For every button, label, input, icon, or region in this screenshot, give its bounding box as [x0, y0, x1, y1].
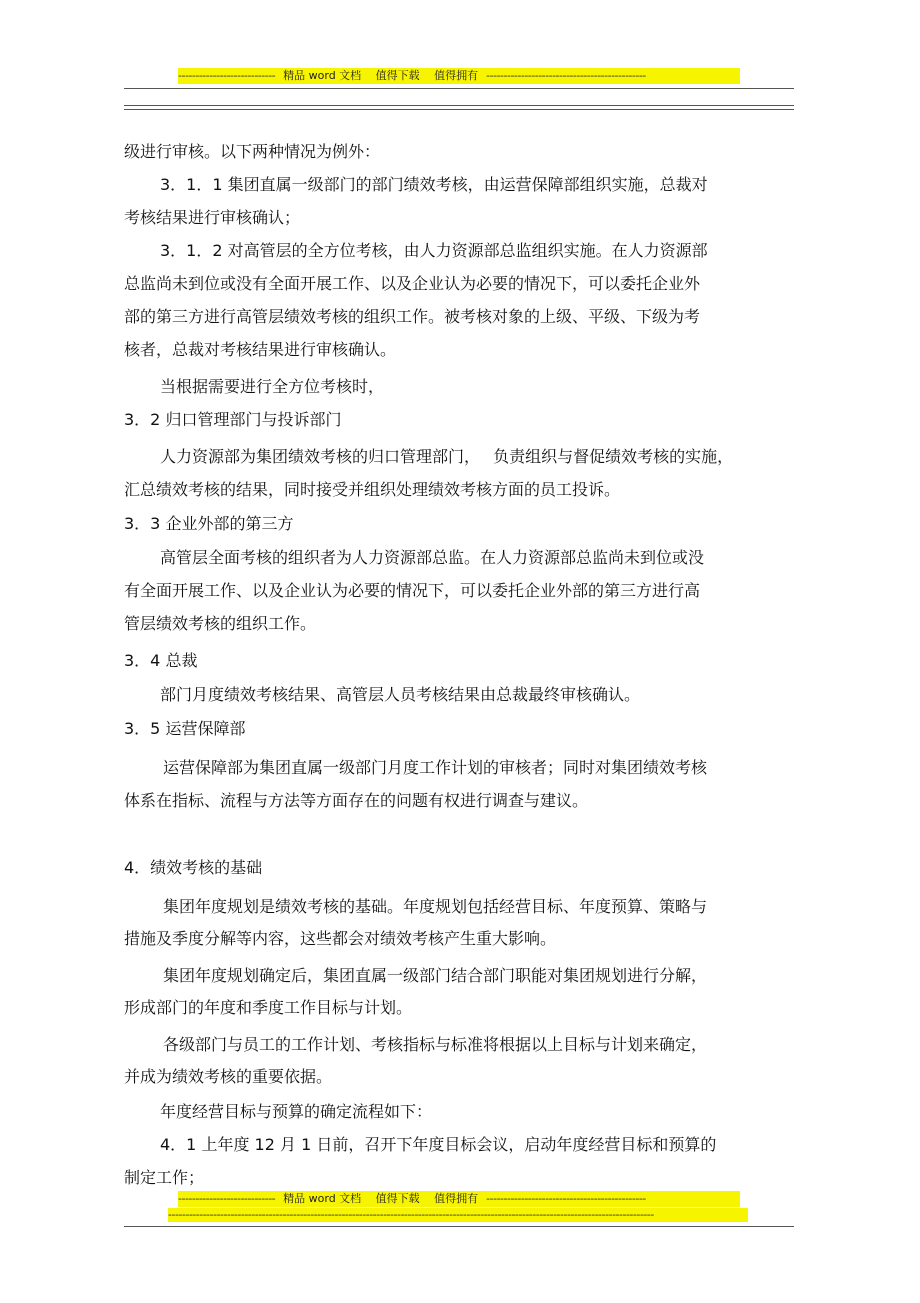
footer-banner [178, 1191, 740, 1207]
body-line: 部的第三方进行高管层绩效考核的组织工作。被考核对象的上级、平级、下级为考 [124, 307, 701, 326]
body-line: 管层绩效考核的组织工作。 [124, 614, 317, 633]
body-line: 3．1．1 集团直属一级部门的部门绩效考核，由运营保障部组织实施，总裁对 [160, 175, 708, 194]
body-line: 运营保障部为集团直属一级部门月度工作计划的审核者；同时对集团绩效考核 [163, 758, 708, 777]
body-line: 并成为绩效考核的重要依据。 [124, 1067, 333, 1086]
footer-rule [124, 1226, 794, 1227]
body-line: 当根据需要进行全方位考核时， [160, 377, 385, 396]
body-line: 汇总绩效考核的结果，同时接受并组织处理绩效考核方面的员工投诉。 [124, 480, 621, 499]
body-line: 级进行审核。以下两种情况为例外： [124, 142, 381, 161]
header-left-dashes: ---------------------------- [178, 69, 276, 82]
header-rule-bottom [124, 109, 794, 110]
footer-banner-text: 精品 word 文档 值得下载 值得拥有 [283, 1192, 479, 1205]
header-banner [178, 68, 740, 84]
body-line: 形成部门的年度和季度工作目标与计划。 [124, 998, 413, 1017]
footer-second-dashes: -------------------------------------------------------------------------------------------------------------------------------------------- [168, 1208, 654, 1221]
body-line: 3．1．2 对高管层的全方位考核，由人力资源部总监组织实施。在人力资源部 [160, 241, 708, 260]
body-line: 部门月度绩效考核结果、高管层人员考核结果由总裁最终审核确认。 [160, 685, 641, 704]
section-heading: 4．绩效考核的基础 [124, 858, 263, 877]
header-banner-text: 精品 word 文档 值得下载 值得拥有 [283, 69, 479, 82]
body-line: 有全面开展工作、以及企业认为必要的情况下，可以委托企业外部的第三方进行高 [124, 581, 701, 600]
body-line: 人力资源部为集团绩效考核的归口管理部门， 负责组织与督促绩效考核的实施， [160, 447, 734, 466]
body-line: 高管层全面考核的组织者为人力资源部总监。在人力资源部总监尚未到位或没 [160, 548, 705, 567]
body-line: 各级部门与员工的工作计划、考核指标与标准将根据以上目标与计划来确定， [163, 1035, 708, 1054]
footer-left-dashes: ---------------------------- [178, 1192, 276, 1205]
body-line: 集团年度规划是绩效考核的基础。年度规划包括经营目标、年度预算、策略与 [163, 897, 708, 916]
body-line: 集团年度规划确定后，集团直属一级部门结合部门职能对集团规划进行分解， [163, 966, 708, 985]
section-heading: 3．3 企业外部的第三方 [124, 514, 294, 533]
header-right-dashes: ---------------------------------------------- [486, 69, 646, 82]
body-line: 4．1 上年度 12 月 1 日前，召开下年度目标会议，启动年度经营目标和预算的 [160, 1135, 717, 1154]
footer-banner-second-line [168, 1208, 748, 1222]
section-heading: 3．2 归口管理部门与投诉部门 [124, 410, 342, 429]
section-heading: 3．5 运营保障部 [124, 719, 246, 738]
header-rule-mid [124, 105, 794, 106]
body-line: 体系在指标、流程与方法等方面存在的问题有权进行调查与建议。 [124, 791, 589, 810]
body-line: 总监尚未到位或没有全面开展工作、以及企业认为必要的情况下，可以委托企业外 [124, 274, 701, 293]
body-line: 措施及季度分解等内容，这些都会对绩效考核产生重大影响。 [124, 929, 557, 948]
body-line: 年度经营目标与预算的确定流程如下： [160, 1102, 433, 1121]
body-line: 考核结果进行审核确认； [124, 208, 301, 227]
section-heading: 3．4 总裁 [124, 651, 198, 670]
body-line: 制定工作； [124, 1168, 205, 1187]
body-line: 核者，总裁对考核结果进行审核确认。 [124, 340, 397, 359]
footer-right-dashes: ---------------------------------------------- [486, 1192, 646, 1205]
header-rule-top [124, 88, 794, 89]
